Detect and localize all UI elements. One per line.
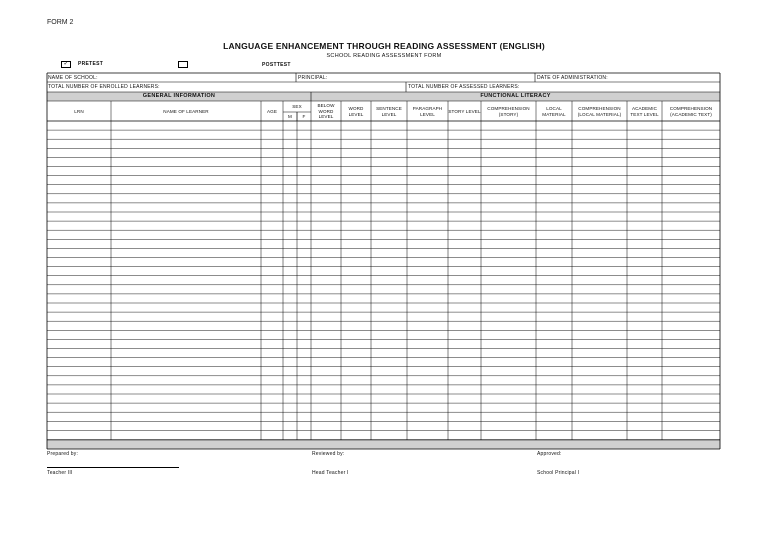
school-name-label: NAME OF SCHOOL: [48,75,98,81]
approved-label: Approved: [537,451,562,457]
col-comprehension-academic: COMPREHENSION (ACADEMIC TEXT) [669,106,713,117]
col-comprehension-local: COMPREHENSION (LOCAL MATERIAL) [577,106,622,117]
assessed-label: TOTAL NUMBER OF ASSESSED LEARNERS: [408,84,520,90]
signature-line [47,467,179,468]
col-story-level: STORY LEVEL [448,108,481,114]
col-sex-m: M [288,113,292,119]
col-learner-name: NAME OF LEARNER [163,108,209,114]
head-teacher-title: Head Teacher I [312,470,349,476]
col-local-material: LOCAL MATERIAL [542,106,566,117]
date-label: DATE OF ADMINISTRATION: [537,75,608,81]
pretest-label: PRETEST [78,61,104,67]
col-paragraph-level: PARAGRAPH LEVEL [412,106,443,117]
reviewed-by-label: Reviewed by: [312,451,345,457]
posttest-label: POSTTEST [262,62,291,68]
functional-literacy-header: FUNCTIONAL LITERACY [480,93,551,99]
check-mark-icon: ✓ [63,61,69,67]
col-below-word-level: BELOW WORD LEVEL [317,103,335,120]
general-information-header: GENERAL INFORMATION [142,93,216,99]
teacher-title: Teacher III [47,470,73,476]
principal-label: PRINCIPAL: [298,75,328,81]
enrolled-label: TOTAL NUMBER OF ENROLLED LEARNERS: [48,84,160,90]
col-comprehension-story: COMPREHENSION (STORY) [487,106,530,117]
form-number: FORM 2 [47,19,74,26]
page-title: LANGUAGE ENHANCEMENT THROUGH READING ASSESSMENT (ENGLISH) [223,41,545,51]
col-sex-f: F [302,113,306,119]
school-principal-title: School Principal I [537,470,580,476]
col-academic-text-level: ACADEMIC TEXT LEVEL [630,106,659,117]
total-band [47,440,720,449]
col-age: AGE [266,108,277,114]
col-lrn: LRN [74,108,84,114]
page-subtitle: SCHOOL READING ASSESSMENT FORM [326,53,442,59]
col-sentence-level: SENTENCE LEVEL [376,106,402,117]
col-word-level: WORD LEVEL [348,106,364,117]
col-sex: SEX [292,104,302,110]
prepared-by-label: Prepared by: [47,451,79,457]
